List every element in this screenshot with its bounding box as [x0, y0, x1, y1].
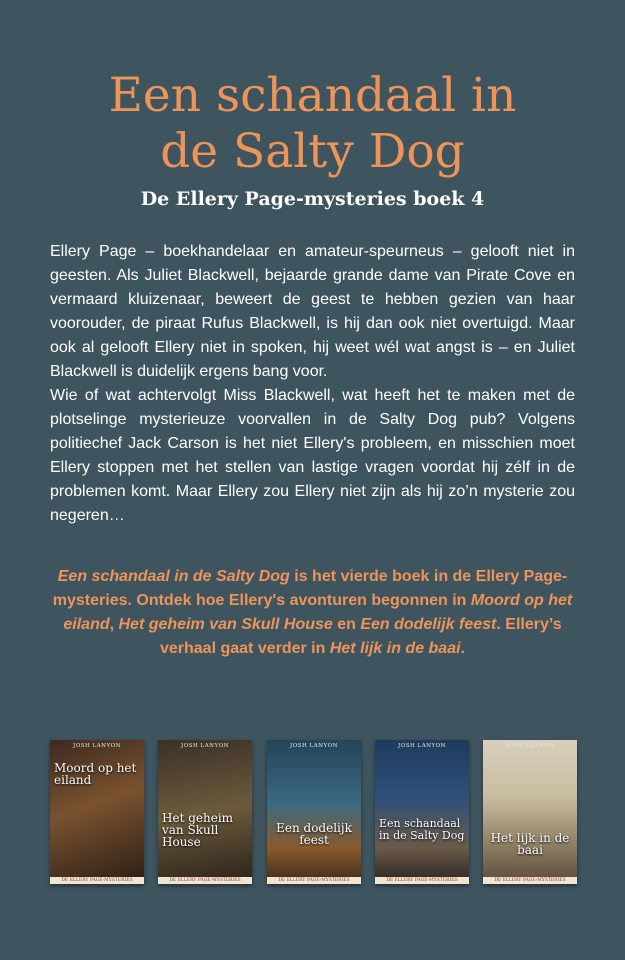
blurb — [50, 240, 575, 528]
cover-series: DE ELLERY PAGE-MYSTERIES — [50, 877, 144, 884]
cover-title: Een schandaal in de Salty Dog — [379, 817, 465, 842]
book-covers-row — [50, 740, 578, 885]
cover-series: DE ELLERY PAGE-MYSTERIES — [483, 877, 577, 884]
cover-title: Het lijk in de baai — [490, 831, 570, 857]
cover-title: Moord op het eiland — [54, 761, 137, 787]
promo-title-current: Een schandaal in de Salty Dog — [57, 568, 290, 585]
cover-series: DE ELLERY PAGE-MYSTERIES — [267, 877, 361, 884]
cover-title: Het geheim van Skull House — [162, 811, 234, 849]
blurb-paragraph-1: Ellery Page – boekhandelaar en amateur-speurneus – gelooft niet in geesten. Als Juliet Blackwell, bejaarde grande dame van Pirate Cove en vermaard kluizenaar, beweert de geest te hebben gezien van haar voorouder, de piraat Rufus Blackwell, is hij dan ook niet overtuigd. Maar ook al gelooft Ellery niet in spoken, hij weet wél wat angst is – en Juliet Blackwell is duidelijk ergens bang voor. — [50, 243, 575, 380]
blurb-paragraph-2: Wie of wat achtervolgt Miss Blackwell, wat heeft het te maken met de plotselinge mysterieuze voorvallen in de Salty Dog pub? Volgens politiechef Jack Carson is het niet Ellery's probleem, en misschien moet Ellery stoppen met het stellen van lastige vragen voordat hij zélf in de problemen komt. Maar Ellery zou Ellery niet zijn als hij zo’n mysterie zou negeren… — [50, 387, 575, 524]
cover-author: JOSH LANYON — [73, 743, 121, 749]
book-cover-3 — [267, 740, 361, 884]
promo-text: . Ellery’s verhaal gaat verder in — [159, 616, 562, 657]
cover-author: JOSH LANYON — [506, 743, 554, 749]
promo-title-book5: Het lijk in de baai — [329, 640, 461, 657]
book-title — [0, 68, 625, 180]
promo-text: , — [109, 616, 119, 633]
book-title-line-2: de Salty Dog — [160, 124, 465, 179]
cover-series: DE ELLERY PAGE-MYSTERIES — [375, 877, 469, 884]
book-cover-5 — [483, 740, 577, 884]
promo-title-book2: Het geheim van Skull House — [118, 616, 333, 633]
cover-author: JOSH LANYON — [181, 743, 229, 749]
promo-text: is het vierde boek in de Ellery Page-mysteries. Ontdek hoe Ellery's avonturen begonnen in — [52, 568, 568, 609]
promo-text: . — [460, 640, 465, 657]
cover-title: Een dodelijk feest — [276, 821, 352, 847]
promo-title-book3: Een dodelijk feest — [360, 616, 497, 633]
promo-text: en — [332, 616, 361, 633]
book-cover-4 — [375, 740, 469, 884]
series-subtitle: De Ellery Page-mysteries boek 4 — [140, 188, 485, 210]
cover-author: JOSH LANYON — [398, 743, 446, 749]
book-cover-2 — [158, 740, 252, 884]
promo-title-book1: Moord op het eiland — [63, 592, 573, 633]
book-title-line-1: Een schandaal in — [108, 68, 517, 123]
series-promo — [50, 565, 575, 661]
cover-author: JOSH LANYON — [290, 743, 338, 749]
book-cover-1 — [50, 740, 144, 884]
cover-series: DE ELLERY PAGE-MYSTERIES — [158, 877, 252, 884]
